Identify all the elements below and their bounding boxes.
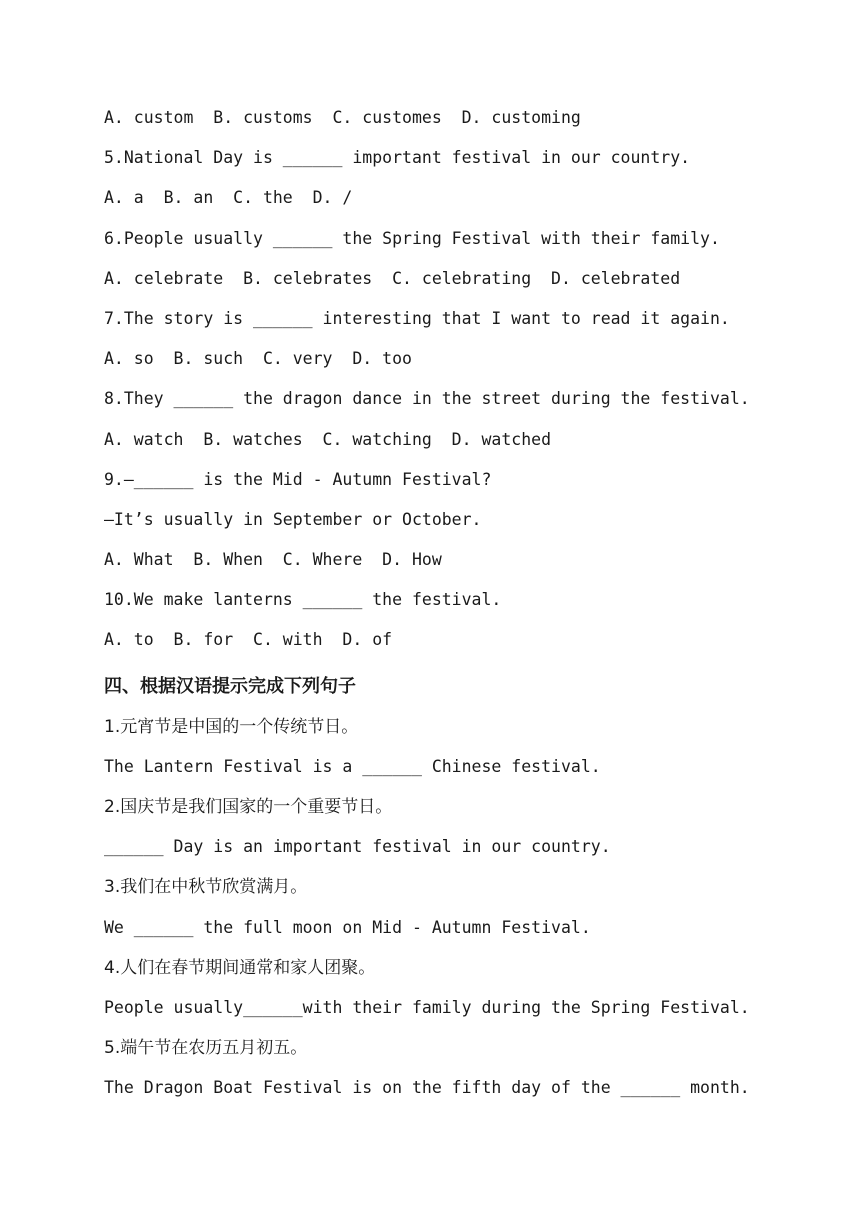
section4-item-3-en: We ______ the full moon on Mid - Autumn Festival. bbox=[104, 917, 591, 937]
section4-item-2-cn: 2.国庆节是我们国家的一个重要节日。 bbox=[104, 797, 393, 817]
section4-item-4-en: People usually______with their family during the Spring Festival. bbox=[104, 997, 750, 1017]
q9-answer: —It’s usually in September or October. bbox=[104, 509, 482, 529]
q5-options: A. a B. an C. the D. / bbox=[104, 188, 353, 208]
q8-options: A. watch B. watches C. watching D. watched bbox=[104, 429, 552, 449]
section4-item-1-en: The Lantern Festival is a ______ Chinese festival. bbox=[104, 756, 601, 776]
section4-item-3-cn: 3.我们在中秋节欣赏满月。 bbox=[104, 877, 308, 898]
q5-stem: 5.National Day is ______ important festival in our country. bbox=[104, 148, 691, 168]
document-page bbox=[104, 104, 804, 1115]
section4-item-5-cn: 5.端午节在农历五月初五。 bbox=[104, 1038, 308, 1059]
q7-stem: 7.The story is ______ interesting that I want to read it again. bbox=[104, 308, 730, 328]
section4-item-5-en: The Dragon Boat Festival is on the fifth day of the ______ month. bbox=[104, 1078, 750, 1098]
section-title: 四、根据汉语提示完成下列句子 bbox=[104, 675, 356, 697]
q4-options: A. custom B. customs C. customes D. customing bbox=[104, 108, 581, 127]
section4-item-2-en: ______ Day is an important festival in our country. bbox=[104, 837, 611, 857]
q9-question: 9.—______ is the Mid - Autumn Festival? bbox=[104, 469, 492, 489]
q10-options: A. to B. for C. with D. of bbox=[104, 630, 393, 650]
q6-options: A. celebrate B. celebrates C. celebrating D. celebrated bbox=[104, 268, 681, 288]
q10-stem: 10.We make lanterns ______ the festival. bbox=[104, 590, 502, 610]
section4-item-4-cn: 4.人们在春节期间通常和家人团聚。 bbox=[104, 957, 376, 978]
q9-options: A. What B. When C. Where D. How bbox=[104, 550, 442, 570]
q6-stem: 6.People usually ______ the Spring Festival with their family. bbox=[104, 228, 720, 248]
q7-options: A. so B. such C. very D. too bbox=[104, 349, 412, 369]
section4-item-1-cn: 1.元宵节是中国的一个传统节日。 bbox=[104, 716, 359, 737]
q8-stem: 8.They ______ the dragon dance in the street during the festival. bbox=[104, 389, 750, 409]
